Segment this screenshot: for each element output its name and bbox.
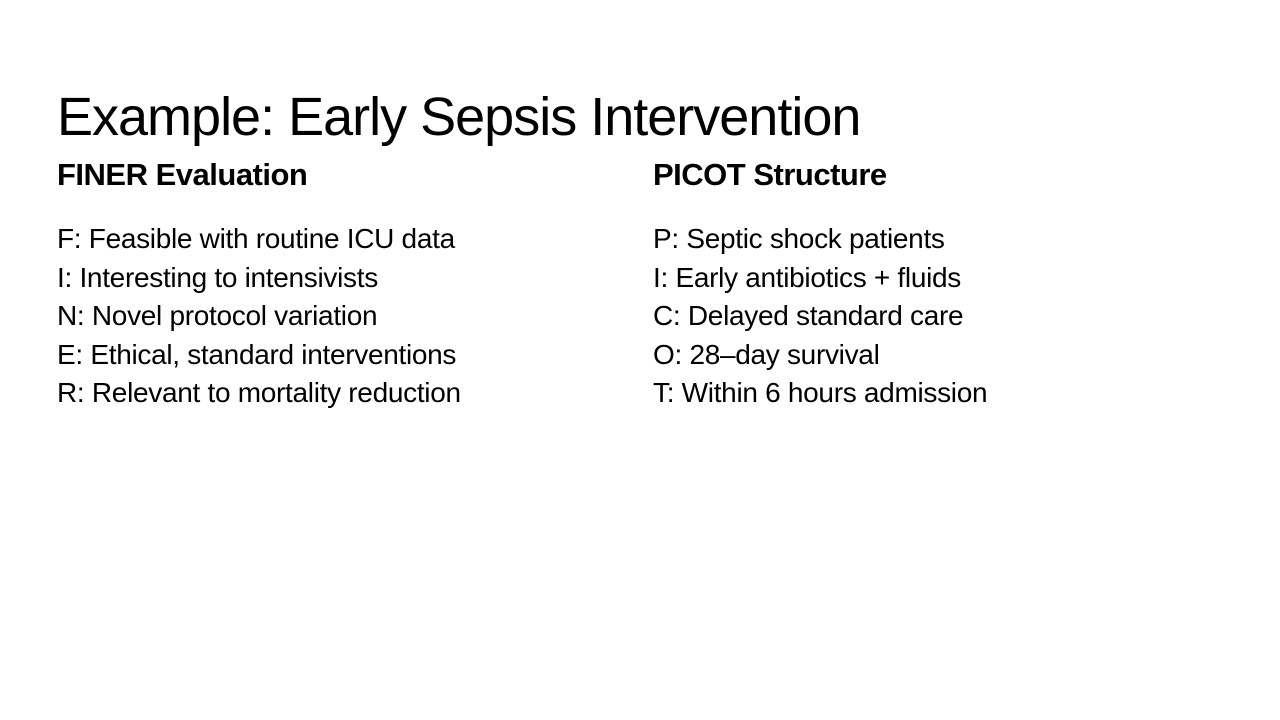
picot-line-o: O: 28–day survival [653,338,880,370]
picot-column-body [653,220,1233,413]
finer-line-n: N: Novel protocol variation [57,300,378,331]
finer-line-f: F: Feasible with routine ICU data [57,223,455,254]
finer-line-i: I: Interesting to intensivists [57,261,378,293]
slide-title: Example: Early Sepsis Intervention [57,87,861,148]
picot-column-heading: PICOT Structure [653,157,887,192]
picot-line-t: T: Within 6 hours admission [653,377,988,408]
picot-column [653,157,1233,413]
picot-line-c: C: Delayed standard care [653,300,964,331]
finer-column-heading: FINER Evaluation [57,157,308,192]
finer-column [57,157,637,413]
picot-line-i: I: Early antibiotics + fluids [653,261,961,293]
picot-line-p: P: Septic shock patients [653,223,945,254]
finer-column-body [57,220,637,413]
finer-line-r: R: Relevant to mortality reduction [57,377,461,408]
finer-line-e: E: Ethical, standard interventions [57,338,457,370]
